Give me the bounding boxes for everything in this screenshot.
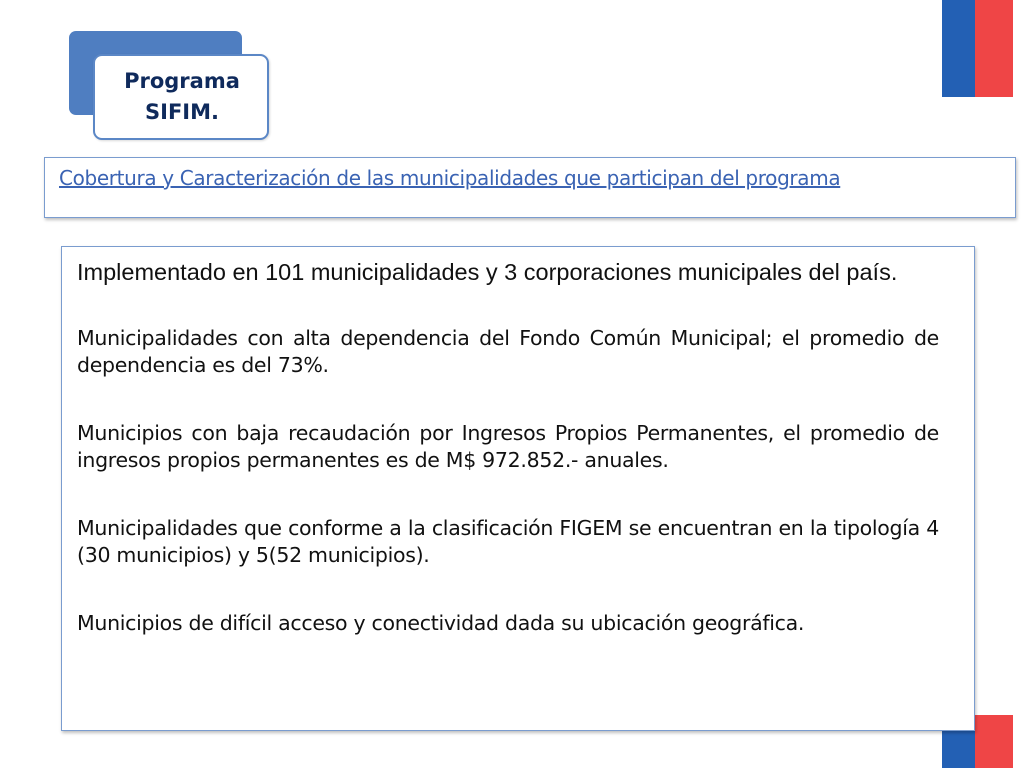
- flag-stripe-blue-top: [942, 0, 975, 97]
- paragraph-coverage: Implementado en 101 municipalidades y 3 corporaciones municipales del país.: [77, 259, 898, 285]
- flag-stripe-red-bottom: [975, 715, 1013, 768]
- subtitle-bar: [44, 157, 1016, 218]
- paragraph-access: Municipios de difícil acceso y conectividad dada su ubicación geográfica.: [77, 611, 805, 635]
- content-panel: [61, 246, 975, 731]
- paragraph-fund-dependency: Municipalidades con alta dependencia del Fondo Común Municipal; el promedio de dependencia es del 73%.: [77, 326, 939, 377]
- paragraph-figem-typology: Municipalidades que conforme a la clasificación FIGEM se encuentran en la tipología 4 (30 municipios) y 5(52 municipios).: [77, 516, 939, 567]
- subtitle-link[interactable]: Cobertura y Caracterización de las municipalidades que participan del programa: [59, 166, 841, 190]
- paragraph-own-revenue: Municipios con baja recaudación por Ingresos Propios Permanentes, el promedio de ingresos propios permanentes es de M$ 972.852.- anuales.: [77, 421, 939, 472]
- content-body: [77, 259, 939, 637]
- program-title: Programa SIFIM.: [124, 69, 240, 124]
- flag-stripe-red-top: [975, 0, 1013, 97]
